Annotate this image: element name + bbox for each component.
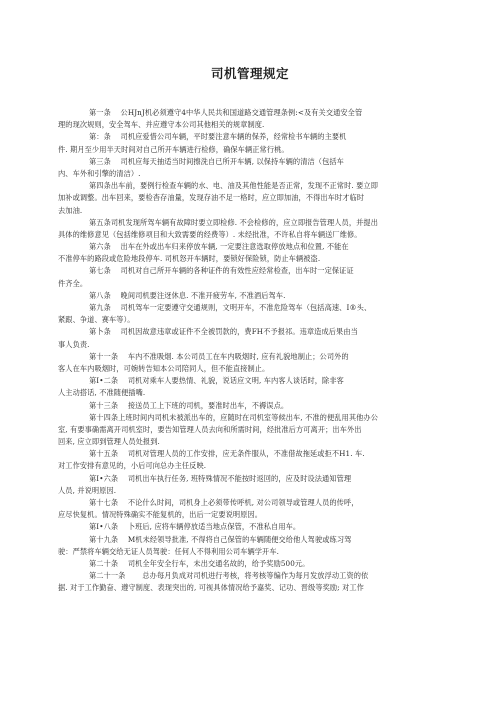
text-line: 具体的维修意见（包括维修项目和大致需要的经费等）. 未经批准，不许私自将车辆送厂维修。 bbox=[58, 229, 362, 239]
text-line: 件齐全。 bbox=[58, 278, 88, 288]
text-line: 第二十条 司机全年安全行车，未出交通名故的，给予奖励500元。 bbox=[89, 558, 310, 568]
text-line: 第三条 司机应每天抽适当时间擦洗自已所开车辆, 以保持车辆的清洁（包括车 bbox=[89, 156, 344, 166]
text-line: 事人负责. bbox=[58, 339, 90, 349]
document-body bbox=[58, 107, 464, 595]
text-line: 第I•八条 卜班后, 应将车辆停放适当地点保管，不准私自用车。 bbox=[89, 522, 301, 532]
text-line: 第七条 司机对自己所开车辆的各种证件的有效性应经常检查，出车时一定保证证 bbox=[89, 266, 354, 276]
text-line: 第十九条 M机未经领导批准, 不得将自己保管的车辆随便交给他人驾驶或练习驾 bbox=[89, 534, 352, 544]
page-title: 司机管理规定 bbox=[210, 66, 289, 81]
text-line: 应尽快复机。情况特殊确实不能复机的，出后一定要说明原因。 bbox=[58, 510, 263, 520]
text-line: 客人在车内吸烟时，可婉转告知本公司陪同人，但不能直接制止。 bbox=[58, 363, 270, 373]
text-line: 据. 对于工作勤奋、遵守制度、表现突出的, 可视具体情况给予嘉奖、记功、晋级等奖励; 对工作 bbox=[58, 583, 364, 593]
text-line: 人主动搭话, 不准随便插嘴. bbox=[58, 388, 146, 398]
text-line: 对工作安排有意见的，小后可向总办主任反映. bbox=[58, 461, 207, 471]
text-line: 第二十一条 总办每月负成对司机进行考核，将考核等编作为每月发放浮动工资的依 bbox=[89, 571, 369, 581]
text-line: 加补或调整。出车回来，要检杳存油量，发现存油不足一格时，应立即加油，不得出车时才临时 bbox=[58, 193, 365, 203]
text-line: 第六条 出车在外或出车归来停放车辆, 一定要注意选取停放地点和位置, 不能在 bbox=[89, 242, 349, 252]
text-line: 第十一条 车内不准吸烟. 本公司员工在车内吸烟时, 应有礼貌地制止；公司外的 bbox=[89, 351, 349, 361]
text-line: 驶：严禁将车辆交给无证人员驾驶：任何人不得利用公司车辆学开车. bbox=[58, 546, 280, 556]
text-line: 第I•二条 司机对乘车人要热情、礼貌，说话应文明, 车内客人谈话时，除非客 bbox=[89, 376, 344, 386]
text-line: 第一条 公HJnJ机必须遵守4中华人民共和国道路交通管理条例:<及有关交通安全管 bbox=[89, 108, 363, 117]
text-line: 紧跟、争道、赛车等）。 bbox=[58, 315, 135, 325]
text-line: 第：条 司机应爱惜公司车辆，平时要注意车辆的保养，经常检书车辆的主要机 bbox=[89, 132, 347, 142]
text-line: 去加油. bbox=[58, 205, 83, 215]
text-line: 第十七条 不论什么时间，司机身上必须带传呼机, 对公司领导或管理人员的传呼， bbox=[89, 498, 359, 507]
text-line: 第九条 司机驾车一定要遵守交通规则，文明开车，不准危险驾车（包括高速、I®头、 bbox=[89, 303, 372, 312]
text-line: 第十四条上班时间内司机未被派出车的，应随时在司机室等候出车, 不准的便乱用其他办公 bbox=[89, 412, 378, 422]
text-line: 第I•六条 司机出车执行任务, 班特殊情况不能按时返回的，应及时设法通知管理 bbox=[89, 473, 352, 483]
text-line: 理的现次规则，安全驾车、并应遵守本公司其他相关的规章制度. bbox=[58, 120, 265, 130]
text-line: 人员, 并说明原因. bbox=[58, 485, 117, 495]
text-line: 室, 有要事确需离开司机室时，要告知管理人员去向和所需时间，经批准后方可离开；出车外出 bbox=[58, 424, 362, 434]
text-line: 第十五条 司机对管理人员的工作安排，应无条件服从，不准借故拖延或拒不H1. 车. bbox=[89, 449, 365, 459]
text-line: 第八条 晚间司机要注迓休息. 不准开疲劳车, 不准酒后驾车. bbox=[89, 290, 286, 300]
text-line: 内、车外和引擎的清洁）. bbox=[58, 168, 141, 178]
text-line: 第十三条 接送员工上下班的司机，要准时出车，不褥误点。 bbox=[89, 400, 289, 410]
text-line: 回来, 应立即到管理人员处报到. bbox=[58, 437, 160, 447]
text-line: 第四条出车前，要例行检查车辆的水、电、油及其他性能是否正常，发现不正常时. 要立即 bbox=[89, 181, 378, 191]
text-line: 件. 期月至少用半天时间对自己所开车辆进行检修，确保车辆正常行桃。 bbox=[58, 144, 289, 154]
text-line: 第五条司机发现所驾车辆有故障时要立即检修. 不会检修的，应立即报告管理人员，并提出 bbox=[89, 217, 378, 227]
text-line: 第卜条 司机因故意违章或证件不全被罚款的，费FH不予报祁。违章造成后果由当 bbox=[89, 327, 358, 337]
text-line: 不准停车的路段或危险地段停车. 司机怒开车辆时，要锁好保险锁，防止车辆被盗. bbox=[58, 254, 321, 264]
